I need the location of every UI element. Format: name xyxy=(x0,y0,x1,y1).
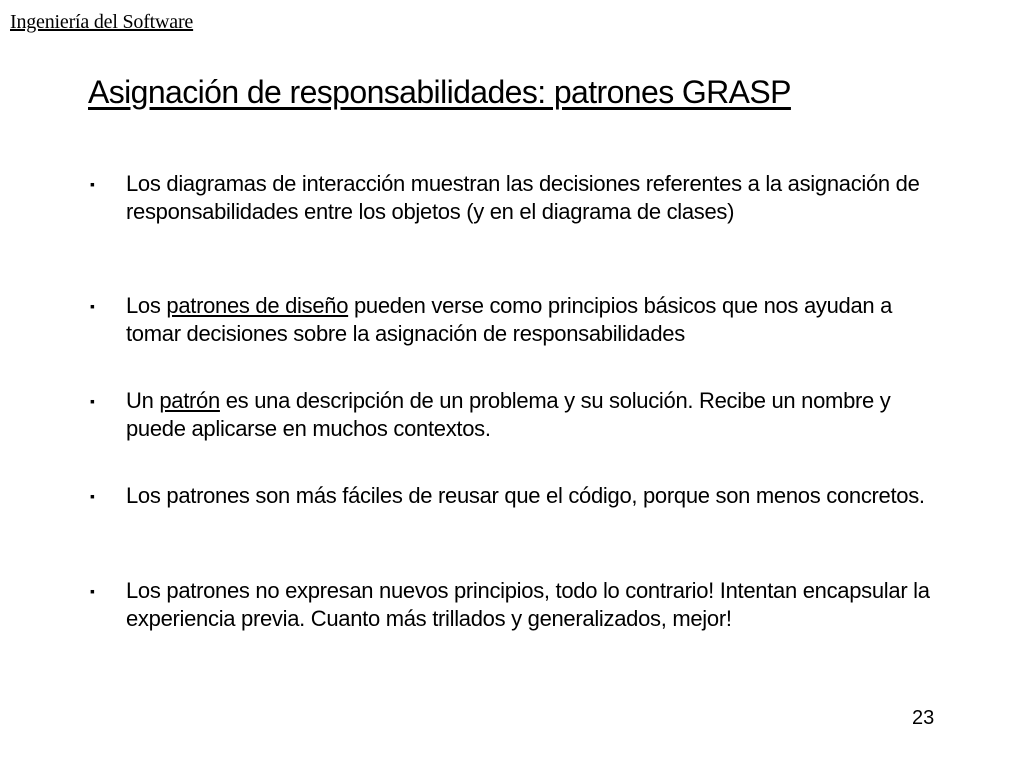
square-bullet-icon: ▪ xyxy=(90,176,95,192)
bullet-text-pre: Los xyxy=(126,293,167,318)
square-bullet-icon: ▪ xyxy=(90,488,95,504)
course-title: Ingeniería del Software xyxy=(10,11,194,33)
bullet-item xyxy=(90,387,940,443)
bullet-text xyxy=(126,387,940,443)
square-bullet-icon: ▪ xyxy=(90,393,95,409)
slide-title: Asignación de responsabilidades: patrones GRASP xyxy=(88,74,791,110)
bullet-text: Los patrones son más fáciles de reusar que el código, porque son menos concretos. xyxy=(126,483,925,508)
square-bullet-icon: ▪ xyxy=(90,583,95,599)
bullet-text-post: es una descripción de un problema y su solución. Recibe un nombre y puede aplicarse en muchos contextos. xyxy=(126,388,891,441)
bullet-item xyxy=(90,482,940,510)
term-patrones-de-diseno: patrones de diseño xyxy=(166,293,349,318)
bullet-text: Los diagramas de interacción muestran las decisiones referentes a la asignación de responsabilidades entre los objetos (y en el diagrama de clases) xyxy=(126,171,920,224)
bullet-text: Los patrones no expresan nuevos principios, todo lo contrario! Intentan encapsular la experiencia previa. Cuanto más trillados y generalizados, mejor! xyxy=(126,578,930,631)
bullet-text xyxy=(126,292,940,348)
bullet-text-post: pueden verse como principios básicos que nos ayudan a tomar decisiones sobre la asignación de responsabilidades xyxy=(126,293,893,346)
bullet-item xyxy=(90,170,940,226)
square-bullet-icon: ▪ xyxy=(90,298,95,314)
bullet-item xyxy=(90,292,940,348)
bullet-text-pre: Un xyxy=(126,388,160,413)
term-patron: patrón xyxy=(159,388,220,413)
page-number: 23 xyxy=(912,707,935,729)
bullet-item xyxy=(90,577,940,633)
